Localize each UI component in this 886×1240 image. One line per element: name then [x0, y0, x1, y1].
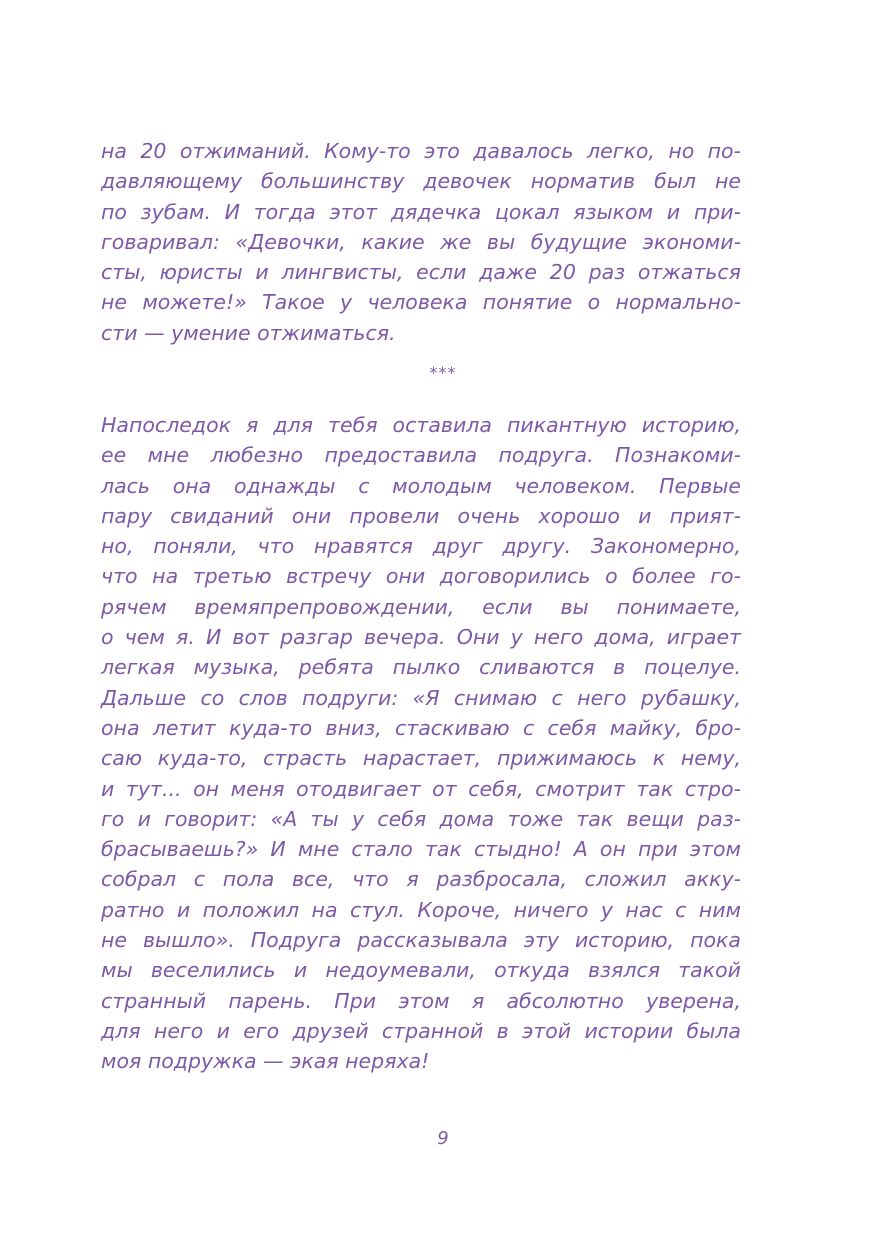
text-line: рячем времяпрепровождении, если вы понимаете,: [101, 594, 741, 619]
text-line: давляющему большинству девочек норматив был не: [101, 169, 741, 194]
text-line: она летит куда-то вниз, стаскиваю с себя майку, бро-: [101, 715, 741, 740]
text-line: ее мне любезно предоставила подруга. Познакоми-: [101, 443, 741, 468]
text-line: не вышло». Подруга рассказывала эту историю, пока: [101, 928, 741, 953]
text-line: ратно и положил на стул. Короче, ничего у нас с ним: [101, 897, 741, 922]
text-line: легкая музыка, ребята пылко сливаются в поцелуе.: [101, 655, 741, 680]
text-line: пару свиданий они провели очень хорошо и прият-: [101, 503, 741, 528]
paragraph-story: [101, 410, 741, 1077]
text-line: о чем я. И вот разгар вечера. Они у него дома, играет: [101, 625, 741, 650]
text-line: Дальше со слов подруги: «Я снимаю с него рубашку,: [101, 685, 741, 710]
text-line: не можете!» Такое у человека понятие о нормально-: [101, 290, 741, 315]
text-line: сты, юристы и лингвисты, если даже 20 раз отжаться: [101, 260, 741, 285]
text-line: мы веселились и недоумевали, откуда взялся такой: [101, 958, 741, 983]
text-line: моя подружка — экая неряха!: [101, 1049, 430, 1074]
text-line: на 20 отжиманий. Кому-то это давалось легко, но по-: [101, 139, 741, 163]
text-line: и тут... он меня отодвигает от себя, смотрит так стро-: [101, 776, 741, 801]
text-line: Напоследок я для тебя оставила пикантную историю,: [101, 413, 741, 437]
text-line: го и говорит: «А ты у себя дома тоже так вещи раз-: [101, 806, 741, 831]
text-line: сти — умение отжиматься.: [101, 320, 396, 345]
text-line: но, поняли, что нравятся друг другу. Закономерно,: [101, 534, 741, 559]
text-line: саю куда-то, страсть нарастает, прижимаюсь к нему,: [101, 746, 741, 771]
text-line: по зубам. И тогда этот дядечка цокал языком и при-: [101, 199, 741, 224]
text-line: брасываешь?» И мне стало так стыдно! А он при этом: [101, 837, 741, 862]
text-line: лась она однажды с молодым человеком. Первые: [101, 473, 741, 498]
text-line: что на третью встречу они договорились о более го-: [101, 564, 741, 589]
page-number: 9: [437, 1128, 449, 1149]
text-line: странный парень. При этом я абсолютно уверена,: [101, 988, 741, 1013]
section-separator: ***: [429, 363, 457, 382]
text-line: для него и его друзей странной в этой истории была: [101, 1018, 741, 1043]
text-line: говаривал: «Девочки, какие же вы будущие экономи-: [101, 229, 741, 254]
text-line: собрал с пола все, что я разбросала, сложил акку-: [101, 867, 741, 892]
paragraph-pushups: [101, 136, 741, 348]
